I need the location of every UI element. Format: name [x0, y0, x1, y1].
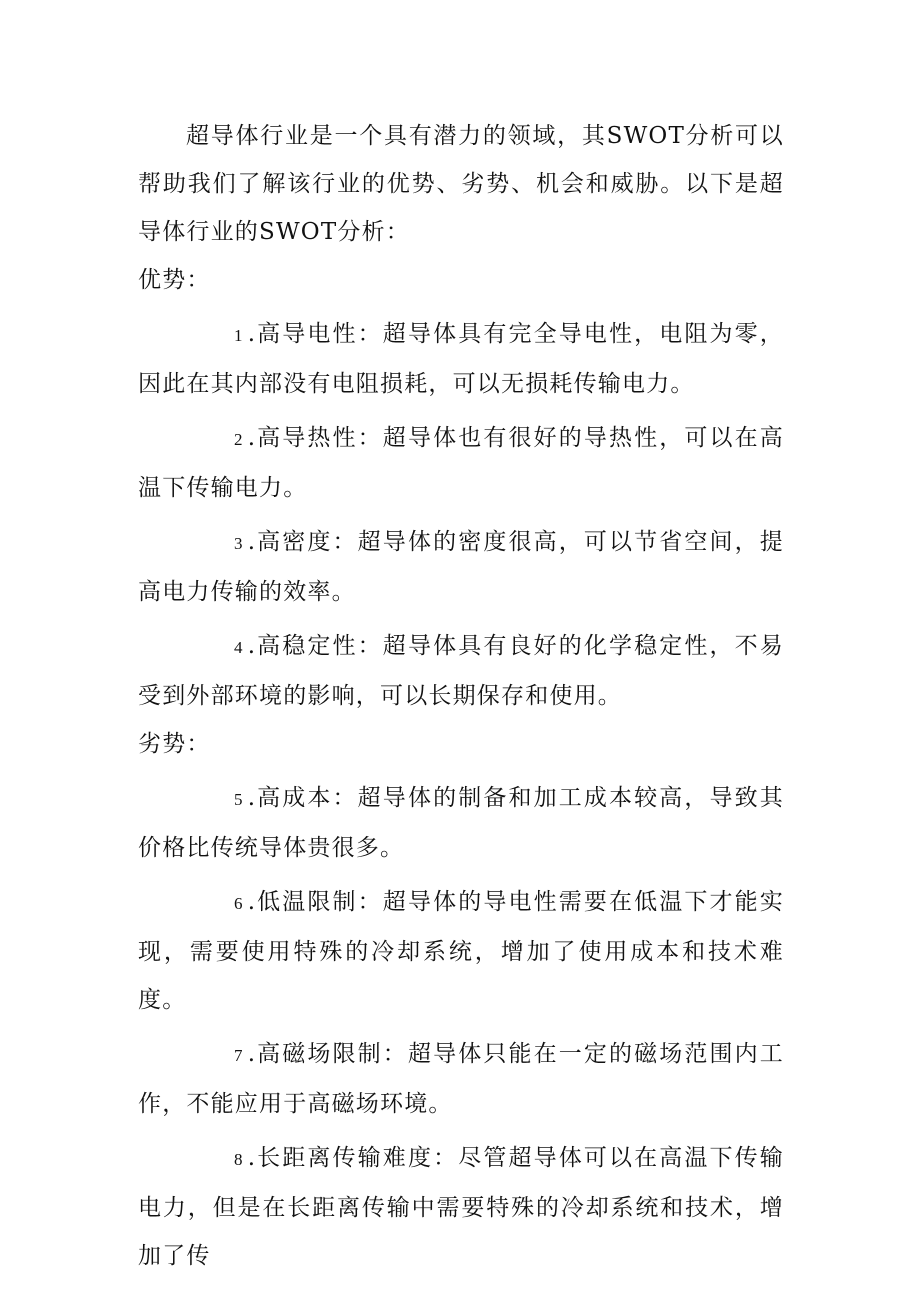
strength-item	[138, 622, 784, 720]
weakness-item	[138, 878, 784, 1024]
weakness-item	[138, 1134, 784, 1280]
document-body	[138, 112, 784, 1280]
item-text: .长距离传输难度：尽管超导体可以在高温下传输电力，但是在长距离传输中需要特殊的冷却系统和技术，增加了传	[138, 1145, 784, 1269]
item-number: 2	[234, 430, 244, 449]
item-text: .高导热性：超导体也有很好的导热性，可以在高温下传输电力。	[138, 425, 784, 501]
item-text: .高成本：超导体的制备和加工成本较高，导致其价格比传统导体贵很多。	[138, 785, 784, 861]
item-number: 7	[234, 1046, 244, 1065]
item-number: 1	[234, 326, 244, 345]
item-text: .高导电性：超导体具有完全导电性，电阻为零，因此在其内部没有电阻损耗，可以无损耗传输电力。	[138, 321, 784, 397]
weaknesses-heading: 劣势：	[138, 731, 211, 757]
item-number: 6	[234, 894, 244, 913]
item-text: .高磁场限制：超导体只能在一定的磁场范围内工作，不能应用于高磁场环境。	[138, 1041, 784, 1117]
item-number: 8	[234, 1150, 244, 1169]
intro-paragraph: 超导体行业是一个具有潜力的领域，其SWOT分析可以帮助我们了解该行业的优势、劣势、机会和威胁。以下是超导体行业的SWOT分析：	[138, 123, 784, 245]
weakness-item	[138, 774, 784, 872]
weakness-item	[138, 1030, 784, 1128]
strength-item	[138, 414, 784, 512]
item-number: 3	[234, 534, 244, 553]
item-text: .低温限制：超导体的导电性需要在低温下才能实现，需要使用特殊的冷却系统，增加了使用成本和技术难度。	[138, 889, 784, 1013]
item-text: .高稳定性：超导体具有良好的化学稳定性，不易受到外部环境的影响，可以长期保存和使用。	[138, 633, 784, 709]
item-number: 4	[234, 638, 244, 657]
strength-item	[138, 310, 784, 408]
strength-item	[138, 518, 784, 616]
strengths-heading: 优势：	[138, 267, 211, 293]
item-text: .高密度：超导体的密度很高，可以节省空间，提高电力传输的效率。	[138, 529, 784, 605]
item-number: 5	[234, 790, 244, 809]
